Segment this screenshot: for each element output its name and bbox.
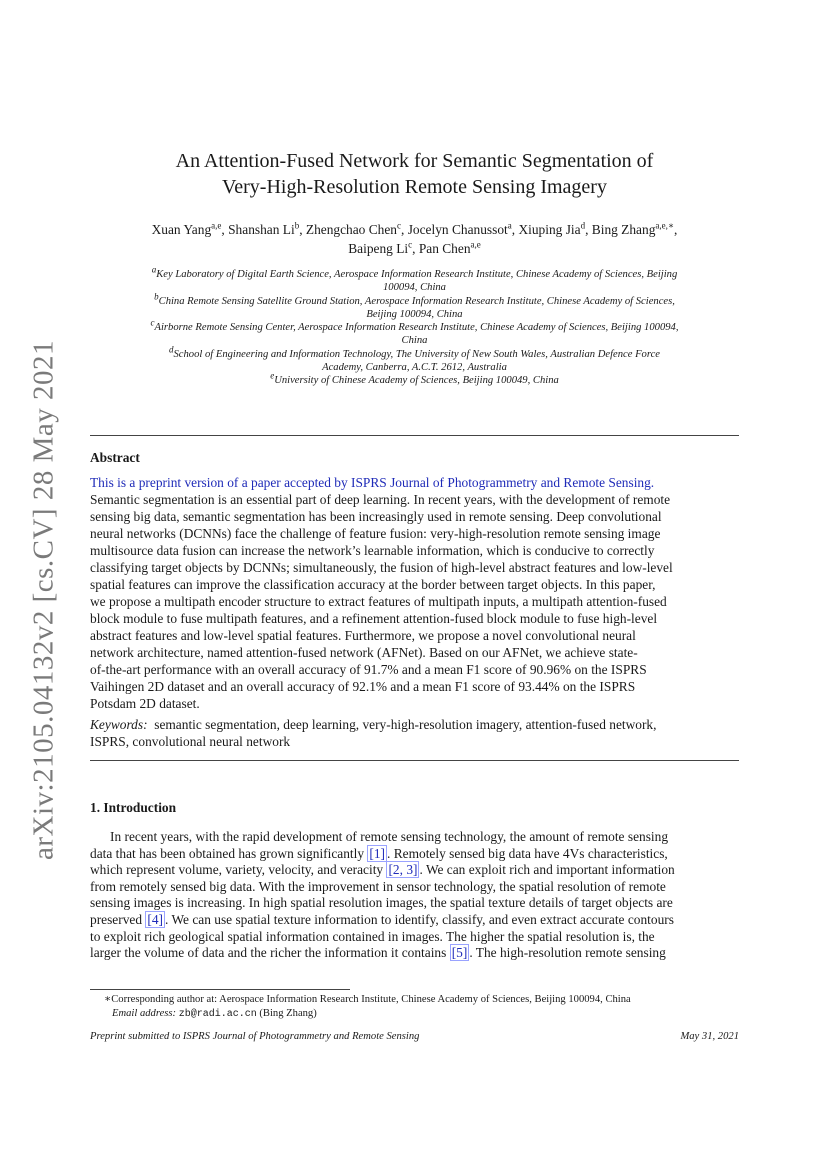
intro-line [90,945,739,962]
abstract-line: we propose a multipath encoder structure to extract features of multipath inputs, a multipath attention-fused [90,594,667,609]
affiliation-e [90,370,739,387]
arxiv-identifier-text: arXiv:2105.04132v2 [cs.CV] 28 May 2021 [27,339,60,861]
affiliation-text: China Remote Sensing Satellite Ground Station, Aerospace Information Research Institute, Chinese Academy of Sciences, [158,295,675,307]
citation-link[interactable]: [4] [147,911,164,927]
author-affil-mark: b [294,220,300,231]
keywords-line-2: ISPRS, convolutional neural network [90,734,291,749]
affiliation-d [90,344,739,361]
abstract-body [90,474,739,712]
intro-line [90,862,739,879]
footer-date: May 31, 2021 [680,1031,739,1042]
intro-line [90,879,739,896]
author-row-2: Baipeng Li$^c$, Pan Chen$^{a,e}$ [348,239,481,256]
intro-text: to exploit rich geological spatial information contained in images. The higher the spatial resolution is, the [90,928,655,944]
affiliation-text: School of Engineering and Information Technology, The University of New South Wales, Australian Defence Force [173,348,660,360]
author-name: Zhengchao Chen [305,222,397,237]
email-address[interactable]: zb@radi.ac.cn [178,1009,257,1020]
author-affil-mark: d [580,220,586,231]
author-name: Bing Zhang [591,222,656,237]
affiliation-mark: e [270,370,275,381]
abstract-line: network architecture, named attention-fused network (AFNet). Based on our AFNet, we achieve state- [90,645,638,660]
affiliation-text: Key Laboratory of Digital Earth Science, Aerospace Information Research Institute, Chinese Academy of Sciences, Beijing [156,269,678,280]
intro-text: . We can exploit rich and important information [419,862,675,878]
abstract-bottom-rule [90,760,739,761]
keywords-line-1 [90,716,739,733]
title-line-2: Very-High-Resolution Remote Sensing Imagery [222,176,607,198]
footnote-rule [90,989,350,990]
keywords-text: semantic segmentation, deep learning, very-high-resolution imagery, attention-fused network, [154,717,657,732]
email-label: Email address: [112,1008,177,1019]
affiliation-c-cont: China [401,335,428,347]
intro-text: data that has been obtained has grown significantly [90,845,368,861]
abstract-line: multisource data fusion can increase the network’s learnable information, which is conducive to correctly [90,543,655,558]
abstract-line: classifying target objects by DCNNs; simultaneously, the fusion of high-level abstract features and low-level [90,560,673,575]
introduction-body [90,829,739,962]
citation-link[interactable]: [2, 3] [388,862,418,878]
title-line-1: An Attention-Fused Network for Semantic Segmentation of [175,150,654,172]
abstract-line: Vaihingen 2D dataset and an overall accuracy of 92.1% and a mean F1 score of 93.44% on the ISPRS [90,679,636,694]
abstract-line: spatial features can improve the classification accuracy at the border between target objects. In this paper, [90,577,656,592]
intro-line [90,829,739,846]
affiliation-d-cont: Academy, Canberra, A.C.T. 2612, Australia [322,362,507,374]
citation-link[interactable]: [5] [451,945,468,961]
affiliation-c [90,317,739,334]
intro-line [90,895,739,912]
author-row-1: Xuan Yang$^{a,e}$, Shanshan Li$^b$, Zhengchao Chen$^c$, Jocelyn Chanussot$^a$, Xiuping Jia$^d$, Bing Zhang$^{a,e,∗}$, [151,220,678,237]
affiliation-mark: d [169,344,174,355]
intro-text: sensing images is increasing. In high spatial resolution images, the spatial texture details of target objects are [90,895,673,911]
author-name: Pan Chen [418,241,471,256]
affiliation-a-cont: 100094, China [383,282,446,294]
affiliation-mark: a [151,264,157,275]
author-name: Jocelyn Chanussot [407,222,508,237]
paper-title [90,148,739,200]
footnote-line-1: ∗Corresponding author at: Aerospace Information Research Institute, Chinese Academy of Sciences, Beijing 100094, China [104,994,631,1005]
intro-text: from remotely sensed big data. With the improvement in sensor technology, the spatial resolution of remote [90,878,666,894]
abstract-line: of-the-art performance with an overall accuracy of 91.7% and a mean F1 score of 90.96% on the ISPRS [90,662,647,677]
preprint-note-link[interactable]: This is a preprint version of a paper accepted by ISPRS Journal of Photogrammetry and Remote Sensing. [90,475,655,490]
author-name: Xiuping Jia [518,222,581,237]
affiliation-mark: c [150,317,155,328]
author-affil-mark: c [408,239,413,250]
citation-link[interactable]: [1] [369,845,386,861]
abstract-line: neural networks (DCNNs) face the challenge of feature fusion: very-high-resolution remote sensing image [90,526,661,541]
intro-line [90,912,739,929]
intro-text: which represent volume, variety, velocity, and veracity [90,862,387,878]
affiliation-mark: b [154,291,159,302]
intro-text: larger the volume of data and the richer the information it contains [90,945,450,961]
author-name: Shanshan Li [228,222,295,237]
corresponding-author-footnote [104,993,744,1022]
abstract-heading: Abstract [90,450,140,465]
author-affil-mark: a,e [211,220,222,231]
author-name: Xuan Yang [151,222,212,237]
author-affil-mark: a,e [470,239,481,250]
intro-text: preserved [90,911,146,927]
intro-line [90,929,739,946]
email-note: (Bing Zhang) [259,1008,317,1019]
author-affil-mark: a,e,∗ [655,220,675,231]
intro-text: In recent years, with the rapid development of remote sensing technology, the amount of remote sensing [110,829,669,844]
arxiv-identifier-stamp [20,339,68,861]
author-affil-mark: c [397,220,401,231]
section-heading-introduction: 1. Introduction [90,800,177,815]
author-list [90,220,739,258]
abstract-line: block module to fuse multipath features, and a refinement attention-fused block module to fuse high-level [90,611,658,626]
keywords-block [90,716,739,750]
abstract-top-rule [90,435,739,436]
affiliation-text: University of Chinese Academy of Sciences, Beijing 100049, China [274,375,559,387]
affiliation-b [90,291,739,308]
intro-text: . We can use spatial texture information to identify, classify, and even extract accurate contours [165,911,674,927]
footnote-line-2 [104,1007,744,1022]
abstract-line: abstract features and low-level spatial features. Furthermore, we propose a novel convolutional neural [90,628,636,643]
footer-journal-note: Preprint submitted to ISPRS Journal of Photogrammetry and Remote Sensing [90,1031,420,1042]
intro-text: . The high-resolution remote sensing [469,945,666,961]
intro-text: . Remotely sensed big data have 4Vs characteristics, [387,845,668,861]
author-name: Baipeng Li [348,241,409,256]
intro-line [90,846,739,863]
abstract-line: Potsdam 2D dataset. [90,696,200,711]
affiliation-text: Airborne Remote Sensing Center, Aerospace Information Research Institute, Chinese Academy of Sciences, Beijing 100094, [154,322,679,334]
author-affil-mark: a [507,220,512,231]
affiliation-list [90,264,739,388]
keywords-label: Keywords: [90,717,148,732]
abstract-line: Semantic segmentation is an essential part of deep learning. In recent years, with the development of remote [90,492,671,507]
affiliation-b-cont: Beijing 100094, China [366,308,463,320]
abstract-line: sensing big data, semantic segmentation has been increasingly used in remote sensing. Deep convolutional [90,509,662,524]
affiliation-a [90,264,739,281]
